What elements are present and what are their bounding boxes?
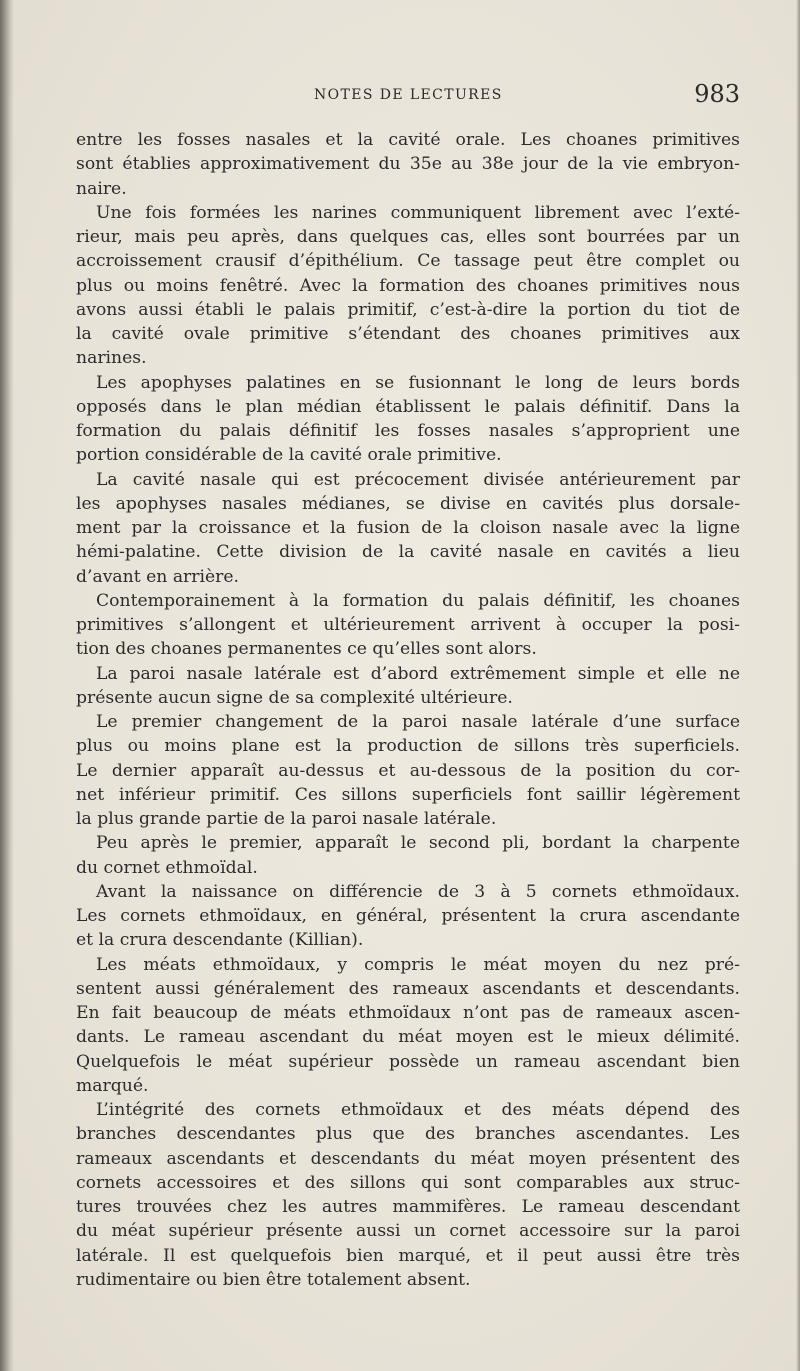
text-line: portion considérable de la cavité orale primitive. bbox=[76, 445, 502, 466]
text-line: sentent aussi généralement des rameaux ascendants et descendants. bbox=[76, 978, 740, 999]
text-line: les apophyses nasales médianes, se divise en cavités plus dorsale- bbox=[76, 493, 740, 514]
text-line: rieur, mais peu après, dans quelques cas, elles sont bourrées par un bbox=[76, 227, 740, 247]
text-line: opposés dans le plan médian établissent le palais définitif. Dans la bbox=[76, 396, 740, 417]
text-line: net inférieur primitif. Ces sillons superficiels font saillir légèrement bbox=[76, 784, 740, 805]
text-line: Les méats ethmoïdaux, y compris le méat moyen du nez pré- bbox=[96, 954, 740, 975]
text-line: La cavité nasale qui est précocement divisée antérieurement par bbox=[96, 469, 740, 490]
text-line: et la crura descendante (Killian). bbox=[76, 930, 364, 951]
text-line: du méat supérieur présente aussi un cornet accessoire sur la paroi bbox=[76, 1221, 740, 1242]
text-line: Le dernier apparaît au-dessus et au-dessous de la position du cor- bbox=[76, 760, 740, 781]
text-line: latérale. Il est quelquefois bien marqué, et il peut aussi être très bbox=[76, 1245, 740, 1266]
text-line: naire. bbox=[76, 178, 127, 199]
text-line: formation du palais définitif les fosses nasales s’approprient une bbox=[76, 421, 740, 441]
text-line: plus ou moins fenêtré. Avec la formation des choanes primitives nous bbox=[76, 275, 740, 296]
text-line: marqué. bbox=[76, 1075, 149, 1096]
text-line: Les apophyses palatines en se fusionnant le long de leurs bords bbox=[96, 372, 740, 393]
binding-shadow bbox=[0, 0, 14, 1371]
text-line: Les cornets ethmoïdaux, en général, présentent la crura ascendante bbox=[76, 906, 740, 926]
page-header bbox=[76, 80, 740, 112]
page-number: 983 bbox=[694, 80, 740, 108]
text-line: tures trouvées chez les autres mammifères. Le rameau descendant bbox=[76, 1197, 740, 1217]
text-line: sont établies approximativement du 35e au 38e jour de la vie embryon- bbox=[76, 154, 740, 175]
text-line: rudimentaire ou bien être totalement absent. bbox=[76, 1269, 471, 1290]
text-line: ment par la croissance et la fusion de la cloison nasale avec la ligne bbox=[76, 518, 740, 538]
text-line: Contemporainement à la formation du palais définitif, les choanes bbox=[96, 590, 740, 611]
text-line: dants. Le rameau ascendant du méat moyen est le mieux délimité. bbox=[76, 1027, 740, 1048]
text-line: Quelquefois le méat supérieur possède un rameau ascendant bien bbox=[76, 1051, 740, 1072]
text-line: primitives s’allongent et ultérieurement arrivent à occuper la posi- bbox=[76, 615, 740, 635]
text-line: la cavité ovale primitive s’étendant des choanes primitives aux bbox=[76, 324, 740, 344]
text-line: présente aucun signe de sa complexité ultérieure. bbox=[76, 687, 513, 708]
text-line: Le premier changement de la paroi nasale latérale d’une surface bbox=[96, 712, 740, 732]
text-line: Avant la naissance on différencie de 3 à 5 cornets ethmoïdaux. bbox=[96, 881, 740, 902]
page-edge bbox=[796, 0, 800, 1371]
text-line: d’avant en arrière. bbox=[76, 566, 240, 587]
text-line: Une fois formées les narines communiquent librement avec l’exté- bbox=[96, 202, 740, 223]
text-line: La paroi nasale latérale est d’abord extrêmement simple et elle ne bbox=[96, 663, 740, 684]
text-line: En fait beaucoup de méats ethmoïdaux n’ont pas de rameaux ascen- bbox=[76, 1003, 740, 1023]
text-line: du cornet ethmoïdal. bbox=[76, 857, 258, 878]
text-line: plus ou moins plane est la production de sillons très superficiels. bbox=[76, 736, 740, 757]
text-line: L’intégrité des cornets ethmoïdaux et des méats dépend des bbox=[96, 1100, 740, 1120]
text-line: tion des choanes permanentes ce qu’elles sont alors. bbox=[76, 639, 537, 660]
text-line: accroissement crausif d’épithélium. Ce tassage peut être complet ou bbox=[76, 251, 740, 272]
text-line: narines. bbox=[76, 348, 147, 369]
text-line: entre les fosses nasales et la cavité orale. Les choanes primitives bbox=[76, 130, 740, 150]
text-line: la plus grande partie de la paroi nasale latérale. bbox=[76, 809, 497, 829]
text-line: rameaux ascendants et descendants du méat moyen présentent des bbox=[76, 1148, 740, 1169]
text-line: avons aussi établi le palais primitif, c’est-à-dire la portion du tiot de bbox=[76, 299, 740, 320]
text-line: cornets accessoires et des sillons qui sont comparables aux struc- bbox=[76, 1172, 740, 1193]
text-line: hémi-palatine. Cette division de la cavité nasale en cavités a lieu bbox=[76, 542, 740, 563]
running-title: NOTES DE LECTURES bbox=[314, 87, 503, 103]
text-line: branches descendantes plus que des branches ascendantes. Les bbox=[76, 1124, 740, 1145]
text-line: Peu après le premier, apparaît le second pli, bordant la charpente bbox=[96, 833, 740, 854]
body-text bbox=[76, 128, 740, 1292]
